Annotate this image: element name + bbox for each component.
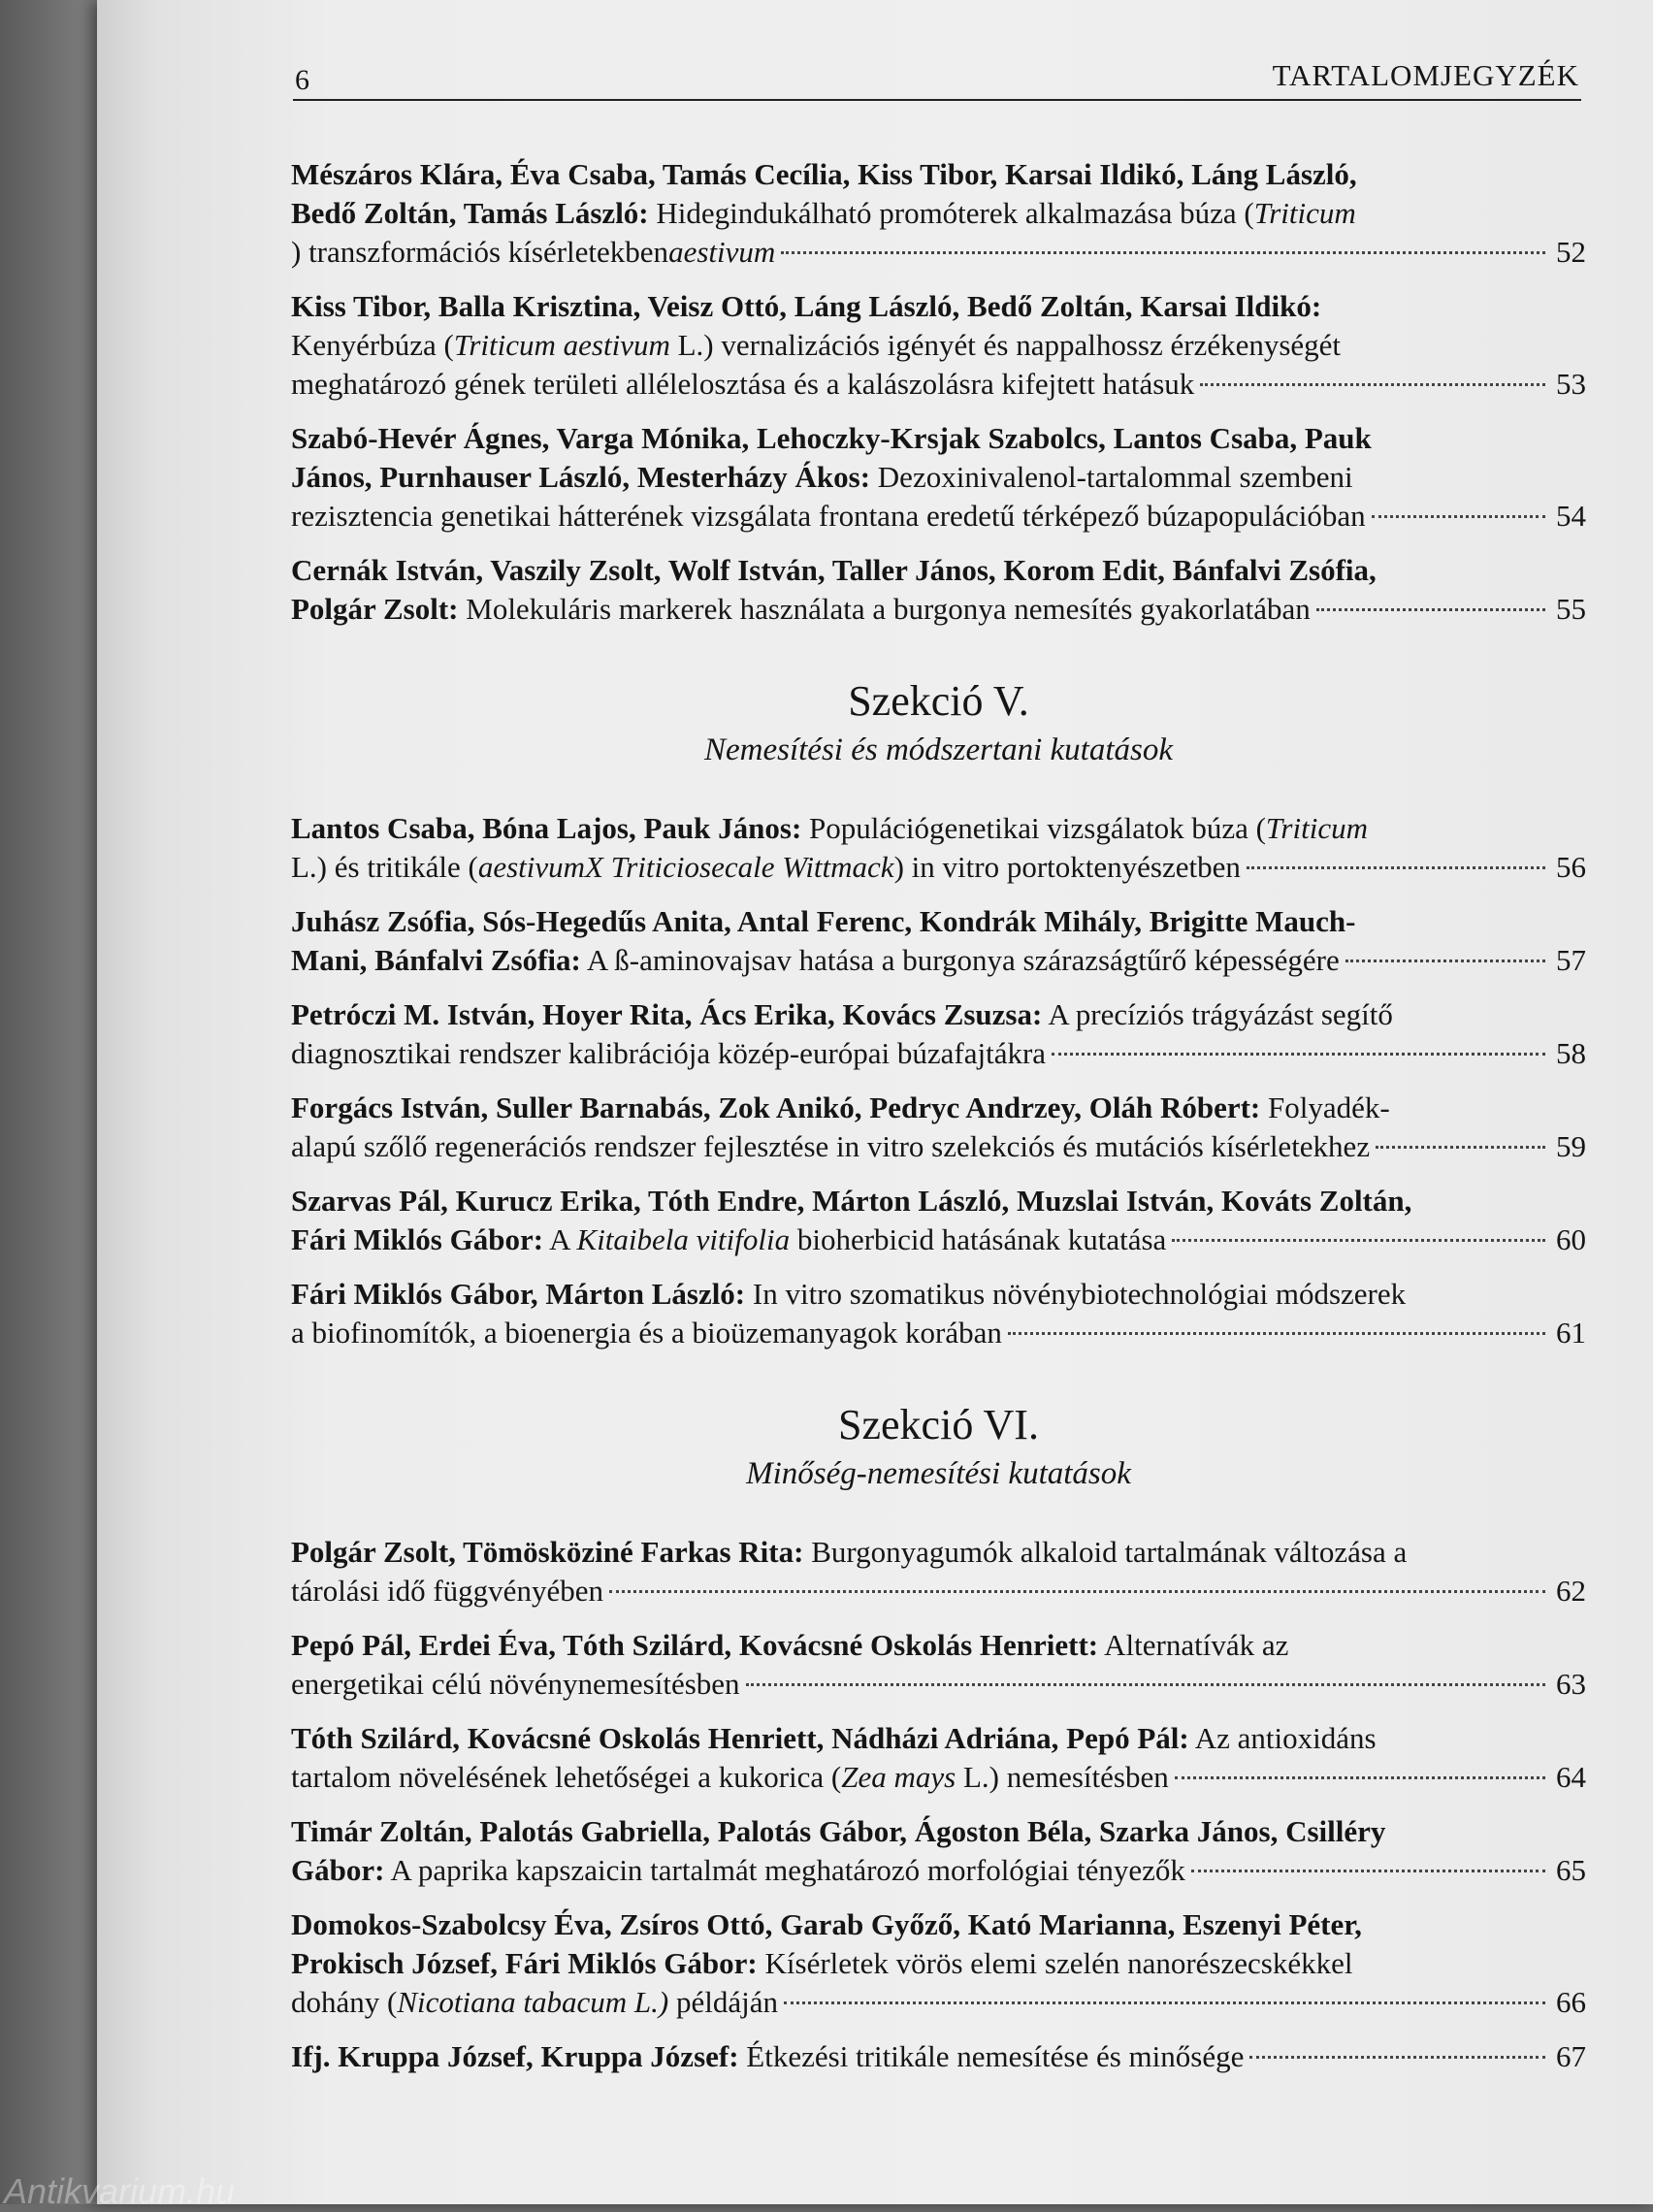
toc-line xyxy=(291,1089,1586,1127)
toc-line xyxy=(291,1905,1586,1944)
entry-title-text: energetikai célú növénynemesítésben xyxy=(291,1667,740,1701)
entry-authors: Mészáros Klára, Éva Csaba, Tamás Cecília, Kiss Tibor, Karsai Ildikó, Láng László, xyxy=(291,157,1357,191)
line-text xyxy=(291,590,1311,629)
watermark: Antikvarium.hu xyxy=(4,2171,236,2211)
toc-line xyxy=(291,551,1586,590)
entry-title-text: L.) vernalizációs igényét és nappalhossz érzékenységét xyxy=(669,328,1342,362)
toc-line xyxy=(291,326,1586,365)
toc-entry xyxy=(291,155,1586,272)
dot-leader xyxy=(1191,1870,1545,1872)
line-text xyxy=(291,1275,1406,1314)
entry-page-number: 57 xyxy=(1556,943,1586,977)
toc-line xyxy=(291,1944,1586,1983)
dot-leader xyxy=(1316,608,1545,611)
entry-title-text: a biofinomítók, a bioenergia és a bioüzemanyagok korában xyxy=(291,1316,1002,1350)
entry-authors: Pepó Pál, Erdei Éva, Tóth Szilárd, Kovácsné Oskolás Henriett: xyxy=(291,1628,1099,1662)
italic-text: Triticum aestivum xyxy=(453,328,670,362)
italic-text: Triticum xyxy=(1265,811,1368,845)
line-text xyxy=(291,1983,778,2022)
entry-title-text: Kenyérbúza ( xyxy=(291,328,454,362)
entry-authors: Petróczi M. István, Hoyer Rita, Ács Erika, Kovács Zsuzsa: xyxy=(291,997,1043,1031)
toc-line xyxy=(291,1983,1586,2022)
entry-authors: Gábor: xyxy=(291,1853,385,1887)
line-text xyxy=(291,155,1357,194)
entry-authors: Mani, Bánfalvi Zsófia: xyxy=(291,943,581,977)
entry-authors: Timár Zoltán, Palotás Gabriella, Palotás Gábor, Ágoston Béla, Szarka János, Csilléry xyxy=(291,1814,1386,1848)
entry-title-text: meghatározó gének területi allélelosztása és a kalászolásra kifejtett hatásuk xyxy=(291,367,1195,401)
entry-page-number: 63 xyxy=(1556,1667,1586,1701)
toc-line xyxy=(291,1182,1586,1220)
entry-title-text: Dezoxinivalenol-tartalommal szembeni xyxy=(870,460,1353,494)
toc-entry xyxy=(291,995,1586,1073)
toc-line xyxy=(291,1275,1586,1314)
table-of-contents xyxy=(291,155,1586,2092)
dot-leader xyxy=(1008,1332,1545,1335)
toc-line xyxy=(291,1314,1586,1352)
line-text xyxy=(291,458,1353,497)
toc-line xyxy=(291,995,1586,1034)
section-title: Szekció VI. xyxy=(838,1401,1039,1448)
italic-text: aestivum xyxy=(477,850,586,884)
line-text xyxy=(291,995,1393,1034)
italic-text: Nicotiana tabacum L.) xyxy=(397,1985,669,2019)
line-text xyxy=(291,1626,1288,1665)
entry-page-number: 54 xyxy=(1556,499,1586,533)
toc-line xyxy=(291,1626,1586,1665)
toc-entry xyxy=(291,1533,1586,1610)
section-heading-5 xyxy=(291,673,1586,770)
toc-line xyxy=(291,809,1586,848)
section-title: Szekció V. xyxy=(848,677,1029,725)
entry-title-text: rezisztencia genetikai hátterének vizsgálata frontana eredetű térképező búzapopulációban xyxy=(291,499,1366,533)
entry-authors: Forgács István, Suller Barnabás, Zok Anikó, Pedryc Andrzey, Oláh Róbert: xyxy=(291,1090,1261,1124)
line-text xyxy=(291,1533,1407,1572)
line-text xyxy=(291,941,1340,980)
line-text xyxy=(291,287,1321,326)
entry-page-number: 64 xyxy=(1556,1760,1586,1794)
line-text xyxy=(291,1220,1166,1259)
entry-authors: János, Purnhauser László, Mesterházy Ákos: xyxy=(291,460,871,494)
toc-line xyxy=(291,1533,1586,1572)
entry-authors: Domokos-Szabolcsy Éva, Zsíros Ottó, Garab Győző, Kató Marianna, Eszenyi Péter, xyxy=(291,1907,1362,1941)
toc-line xyxy=(291,233,1586,272)
dot-leader xyxy=(746,1683,1545,1686)
line-text xyxy=(291,365,1194,404)
dot-leader xyxy=(609,1590,1545,1593)
line-text xyxy=(291,1089,1390,1127)
dot-leader xyxy=(1345,960,1545,962)
section-subtitle: Nemesítési és módszertani kutatások xyxy=(703,732,1174,767)
entry-title-text: Alternatívák az xyxy=(1098,1628,1289,1662)
toc-line xyxy=(291,497,1586,536)
toc-entry xyxy=(291,809,1586,887)
toc-group-6 xyxy=(291,1533,1586,2076)
dot-leader xyxy=(1172,1239,1545,1242)
toc-line xyxy=(291,1220,1586,1259)
entry-page-number: 56 xyxy=(1556,850,1586,884)
line-text xyxy=(291,551,1377,590)
running-title: TARTALOMJEGYZÉK xyxy=(1272,58,1579,92)
line-text xyxy=(291,902,1355,941)
toc-line xyxy=(291,365,1586,404)
toc-entry xyxy=(291,551,1586,629)
italic-text: X Triticiosecale Wittmack xyxy=(585,850,894,884)
dot-leader xyxy=(784,2001,1545,2004)
italic-text: Kitaibela vitifolia xyxy=(576,1222,791,1256)
line-text xyxy=(291,2037,1244,2076)
toc-line xyxy=(291,941,1586,980)
toc-entry xyxy=(291,902,1586,980)
line-text xyxy=(291,1665,740,1704)
dot-leader xyxy=(1052,1053,1545,1056)
toc-entry xyxy=(291,1719,1586,1797)
entry-page-number: 67 xyxy=(1556,2039,1586,2073)
toc-entry xyxy=(291,1812,1586,1890)
entry-title-text: tárolási idő függvényében xyxy=(291,1574,603,1608)
section-heading-6 xyxy=(291,1397,1586,1494)
entry-title-text: L.) nemesítésben xyxy=(956,1760,1169,1794)
entry-title-text: példáján xyxy=(668,1985,778,2019)
toc-entry xyxy=(291,1089,1586,1166)
entry-authors: Polgár Zsolt: xyxy=(291,592,459,626)
entry-authors: Juhász Zsófia, Sós-Hegedűs Anita, Antal Ferenc, Kondrák Mihály, Brigitte Mauch- xyxy=(291,904,1356,938)
line-text xyxy=(291,1851,1185,1890)
entry-title-text: Molekuláris markerek használata a burgonya nemesítés gyakorlatában xyxy=(458,592,1311,626)
entry-page-number: 55 xyxy=(1556,592,1586,626)
dot-leader xyxy=(1376,1146,1545,1149)
entry-page-number: 59 xyxy=(1556,1129,1586,1163)
entry-page-number: 66 xyxy=(1556,1985,1586,2019)
toc-line xyxy=(291,590,1586,629)
entry-page-number: 60 xyxy=(1556,1222,1586,1256)
entry-authors: Lantos Csaba, Bóna Lajos, Pauk János: xyxy=(291,811,802,845)
entry-title-text: Folyadék- xyxy=(1260,1090,1390,1124)
dot-leader xyxy=(1249,2056,1545,2059)
toc-entry xyxy=(291,287,1586,404)
entry-page-number: 61 xyxy=(1556,1316,1586,1350)
toc-line xyxy=(291,1034,1586,1073)
toc-line xyxy=(291,1812,1586,1851)
line-text xyxy=(291,1572,603,1610)
entry-authors: Kiss Tibor, Balla Krisztina, Veisz Ottó, Láng László, Bedő Zoltán, Karsai Ildikó: xyxy=(291,289,1322,323)
toc-entry xyxy=(291,1275,1586,1352)
line-text xyxy=(291,1719,1377,1758)
entry-authors: Ifj. Kruppa József, Kruppa József: xyxy=(291,2039,739,2073)
toc-line xyxy=(291,1572,1586,1610)
toc-entry xyxy=(291,1626,1586,1704)
toc-entry xyxy=(291,2037,1586,2076)
toc-line xyxy=(291,419,1586,458)
line-text xyxy=(291,1182,1411,1220)
entry-title-text: ) transzformációs kísérletekben xyxy=(291,235,669,269)
line-text xyxy=(291,1034,1046,1073)
entry-authors: Fári Miklós Gábor, Márton László: xyxy=(291,1277,746,1311)
entry-page-number: 65 xyxy=(1556,1853,1586,1887)
line-text xyxy=(291,809,1368,848)
entry-page-number: 58 xyxy=(1556,1036,1586,1070)
entry-title-text: A xyxy=(543,1222,577,1256)
entry-title-text: alapú szőlő regenerációs rendszer fejlesztése in vitro szelekciós és mutációs kísérletekhez xyxy=(291,1129,1371,1163)
page-header xyxy=(293,54,1581,101)
toc-line xyxy=(291,194,1586,233)
dot-leader xyxy=(1247,866,1545,869)
line-text xyxy=(291,1314,1002,1352)
entry-title-text: Hidegindukálható promóterek alkalmazása búza ( xyxy=(648,196,1254,230)
entry-title-text: Az antioxidáns xyxy=(1188,1721,1377,1755)
toc-line xyxy=(291,1758,1586,1797)
entry-authors: Bedő Zoltán, Tamás László: xyxy=(291,196,649,230)
toc-entry xyxy=(291,419,1586,536)
toc-entry xyxy=(291,1905,1586,2022)
toc-line xyxy=(291,1665,1586,1704)
entry-authors: Tóth Szilárd, Kovácsné Oskolás Henriett, Nádházi Adriána, Pepó Pál: xyxy=(291,1721,1189,1755)
toc-line xyxy=(291,2037,1586,2076)
line-text xyxy=(291,1758,1169,1797)
entry-title-text: diagnosztikai rendszer kalibrációja közép-európai búzafajtákra xyxy=(291,1036,1047,1070)
dot-leader xyxy=(781,251,1545,254)
entry-page-number: 62 xyxy=(1556,1574,1586,1608)
entry-authors: Szabó-Hevér Ágnes, Varga Mónika, Lehoczky-Krsjak Szabolcs, Lantos Csaba, Pauk xyxy=(291,421,1372,455)
line-text xyxy=(291,1812,1385,1851)
entry-title-text: bioherbicid hatásának kutatása xyxy=(790,1222,1167,1256)
italic-text: Zea mays xyxy=(841,1760,956,1794)
toc-line xyxy=(291,1851,1586,1890)
line-text xyxy=(291,233,775,272)
italic-text: Triticum xyxy=(1253,196,1356,230)
line-text xyxy=(291,419,1372,458)
entry-title-text: Étkezési tritikále nemesítése és minősége xyxy=(738,2039,1245,2073)
dot-leader xyxy=(1175,1776,1545,1779)
dot-leader xyxy=(1200,383,1545,386)
section-subtitle: Minőség-nemesítési kutatások xyxy=(746,1456,1131,1491)
toc-line xyxy=(291,287,1586,326)
toc-group-5 xyxy=(291,809,1586,1352)
toc-line xyxy=(291,1719,1586,1758)
entry-title-text: L.) és tritikále ( xyxy=(291,850,478,884)
toc-line xyxy=(291,848,1586,887)
toc-line xyxy=(291,1127,1586,1166)
line-text xyxy=(291,848,1241,887)
entry-authors: Szarvas Pál, Kurucz Erika, Tóth Endre, Márton László, Muzslai István, Kováts Zoltán, xyxy=(291,1184,1412,1218)
toc-line xyxy=(291,902,1586,941)
entry-title-text: tartalom növelésének lehetőségei a kukorica ( xyxy=(291,1760,842,1794)
line-text xyxy=(291,326,1341,365)
entry-title-text: A paprika kapszaicin tartalmát meghatározó morfológiai tényezők xyxy=(384,1853,1185,1887)
entry-title-text: A ß-aminovajsav hatása a burgonya szárazságtűrő képességére xyxy=(580,943,1340,977)
toc-line xyxy=(291,458,1586,497)
page-number: 6 xyxy=(295,64,309,96)
toc-line xyxy=(291,155,1586,194)
entry-title-text: In vitro szomatikus növénybiotechnológiai módszerek xyxy=(745,1277,1407,1311)
entry-authors: Polgár Zsolt, Tömösköziné Farkas Rita: xyxy=(291,1535,804,1569)
line-text xyxy=(291,497,1366,536)
line-text xyxy=(291,1905,1362,1944)
entry-title-text: dohány ( xyxy=(291,1985,398,2019)
toc-entry xyxy=(291,1182,1586,1259)
line-text xyxy=(291,1127,1370,1166)
entry-title-text: Kísérletek vörös elemi szelén nanorészecskékkel xyxy=(757,1946,1353,1980)
entry-title-text: Burgonyagumók alkaloid tartalmának változása a xyxy=(803,1535,1408,1569)
line-text xyxy=(291,1944,1352,1983)
entry-page-number: 53 xyxy=(1556,367,1586,401)
toc-group-1 xyxy=(291,155,1586,629)
entry-authors: Prokisch József, Fári Miklós Gábor: xyxy=(291,1946,758,1980)
entry-page-number: 52 xyxy=(1556,235,1586,269)
dot-leader xyxy=(1372,515,1545,518)
italic-text: aestivum xyxy=(668,235,776,269)
entry-title-text: A precíziós trágyázást segítő xyxy=(1042,997,1393,1031)
entry-authors: Fári Miklós Gábor: xyxy=(291,1222,544,1256)
entry-title-text: Populációgenetikai vizsgálatok búza ( xyxy=(801,811,1266,845)
line-text xyxy=(291,194,1356,233)
entry-authors: Cernák István, Vaszily Zsolt, Wolf István, Taller János, Korom Edit, Bánfalvi Zsófia, xyxy=(291,553,1377,587)
entry-title-text: ) in vitro portoktenyészetben xyxy=(893,850,1241,884)
